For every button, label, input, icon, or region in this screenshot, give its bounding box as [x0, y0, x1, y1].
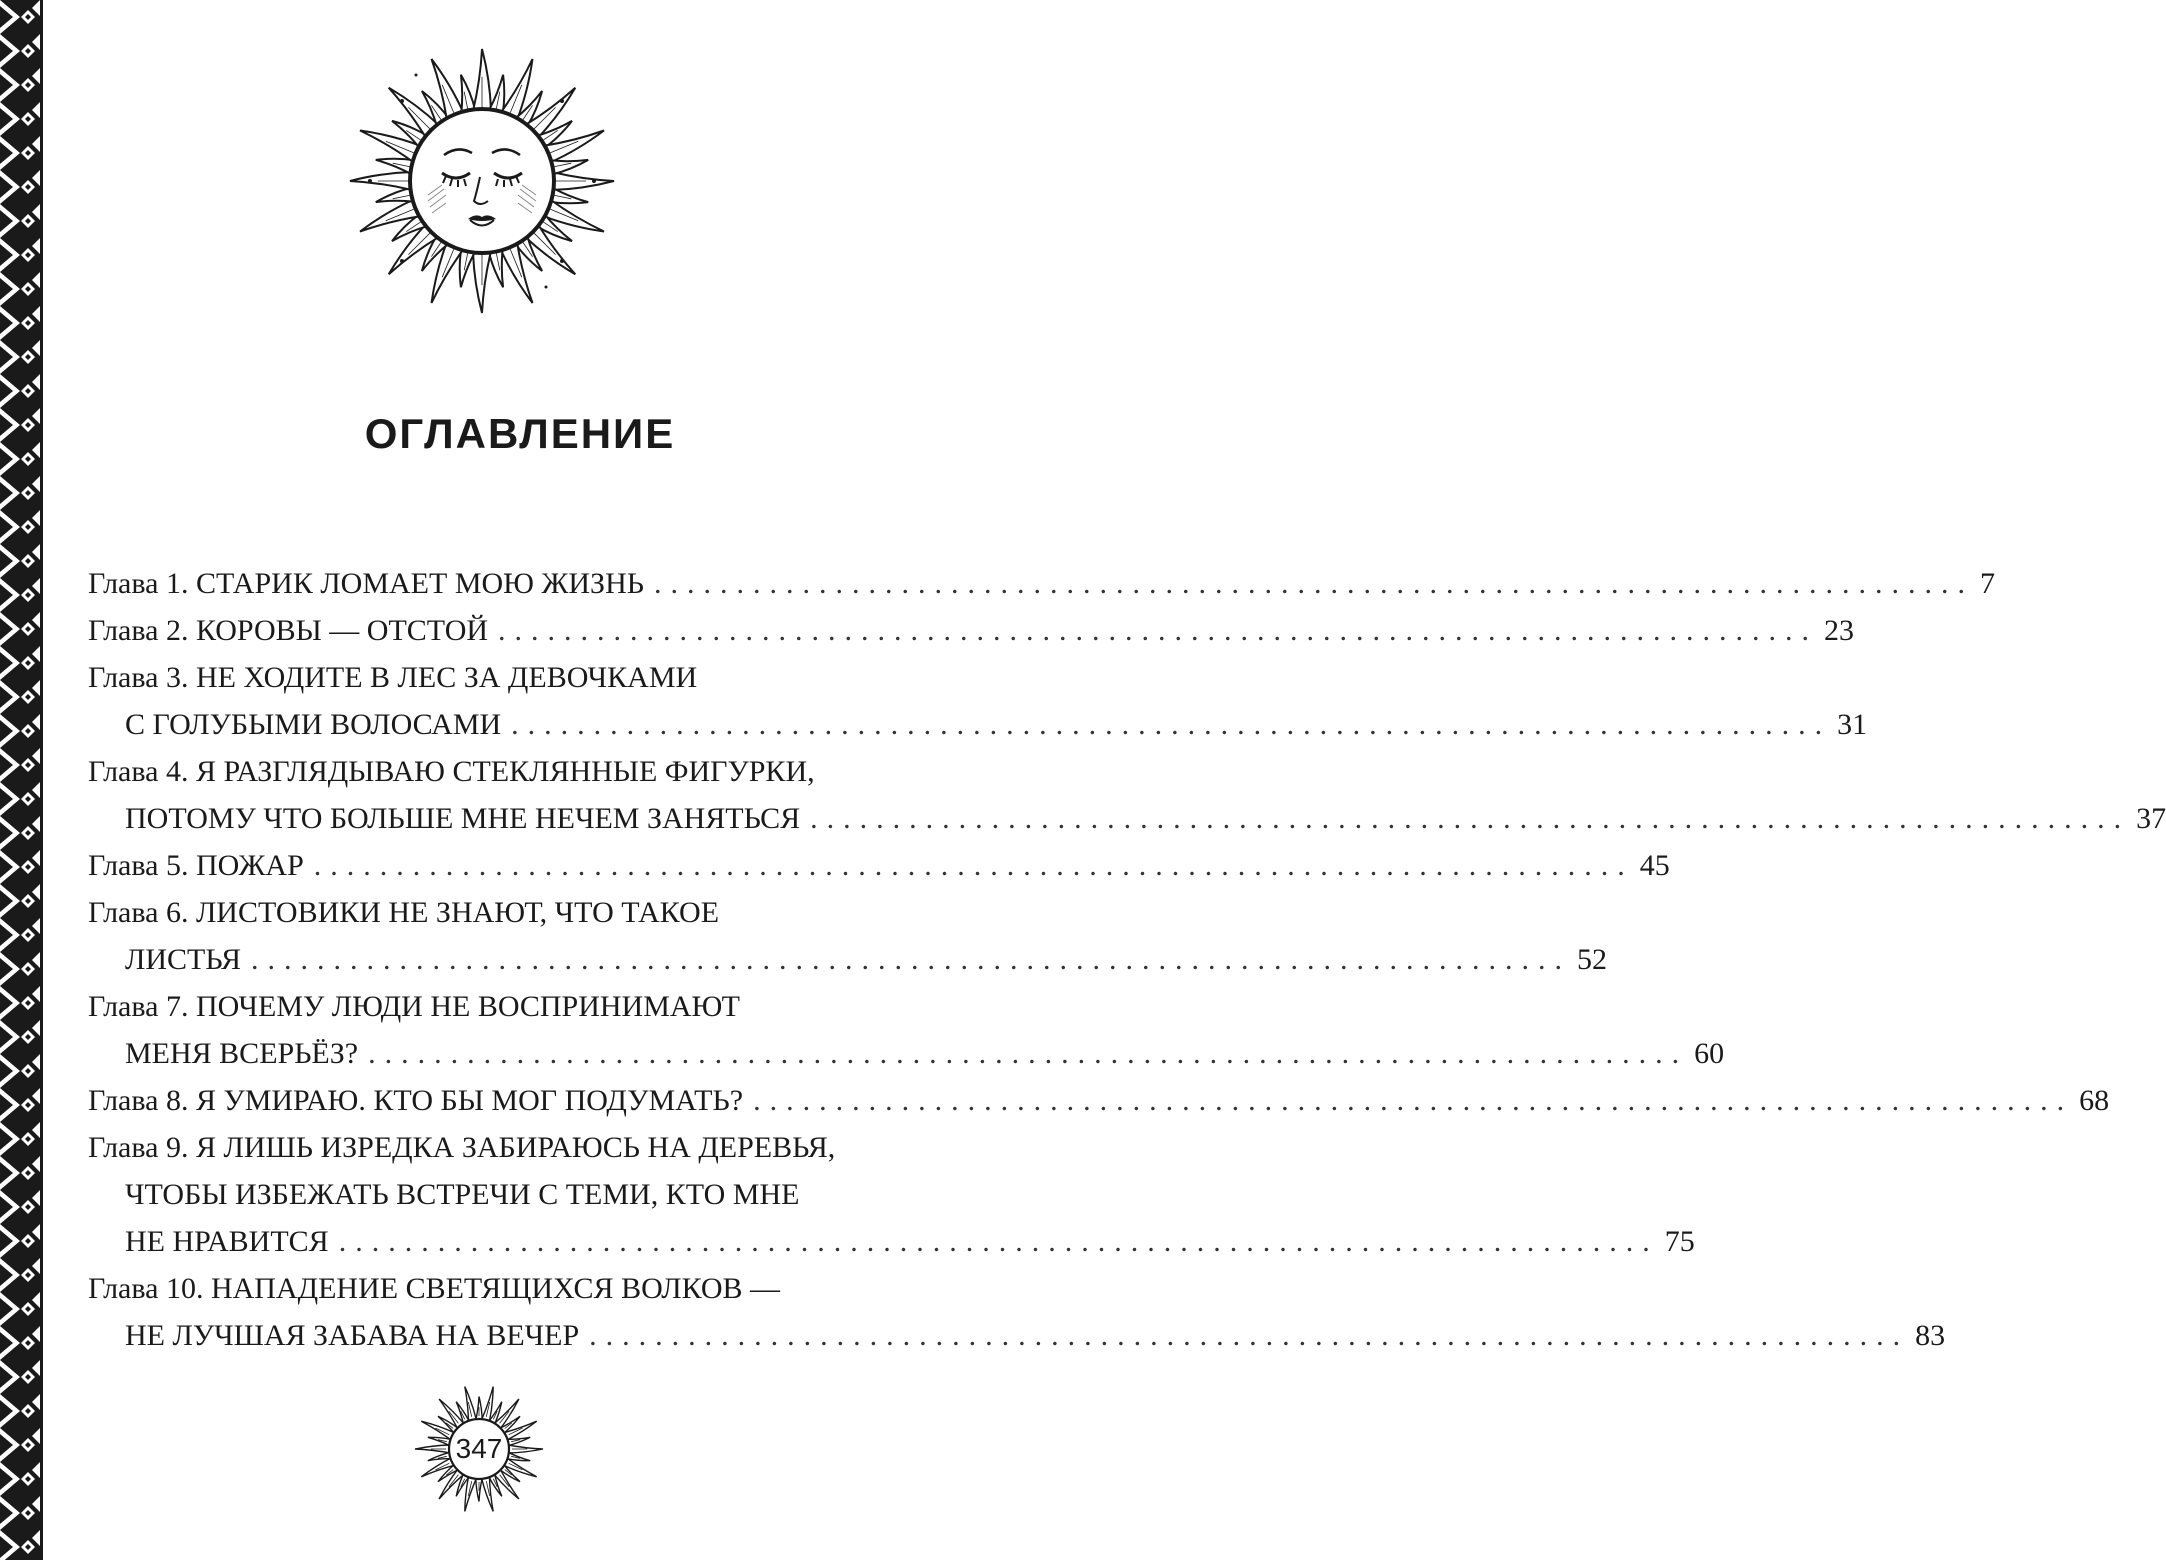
ornament-border: [0, 0, 52, 1560]
toc-entry-title: Глава 3. НЕ ХОДИТЕ В ЛЕС ЗА ДЕВОЧКАМИ: [88, 661, 698, 694]
toc-entry[interactable]: [88, 748, 2166, 842]
dot-leader: ................................................................................: [753, 1084, 2074, 1117]
dot-leader: ................................................................................: [368, 1037, 1689, 1070]
toc-entry-title: Глава 7. ПОЧЕМУ ЛЮДИ НЕ ВОСПРИНИМАЮТ: [88, 990, 740, 1023]
toc-line: [88, 1171, 878, 1218]
dot-leader: ................................................................................: [251, 943, 1571, 976]
toc-entry[interactable]: [88, 560, 1995, 607]
toc-entry[interactable]: [88, 1124, 1695, 1265]
page-number: 347: [455, 1433, 503, 1464]
toc-entry-title: Глава 10. НАПАДЕНИЕ СВЕТЯЩИХСЯ ВОЛКОВ —: [88, 1272, 781, 1305]
toc-entry[interactable]: [88, 1265, 1946, 1359]
toc-line: [88, 1265, 878, 1312]
toc-entry-title: Глава 9. Я ЛИШЬ ИЗРЕДКА ЗАБИРАЮСЬ НА ДЕРЕВЬЯ,: [88, 1131, 836, 1164]
toc-line: [88, 654, 878, 701]
dot-leader: ................................................................................: [511, 708, 1832, 741]
toc-line: [88, 1218, 1695, 1265]
toc-entry-page: 52: [1577, 943, 1607, 976]
toc-entry-title: ЧТОБЫ ИЗБЕЖАТЬ ВСТРЕЧИ С ТЕМИ, КТО МНЕ: [125, 1178, 800, 1211]
dot-leader: ................................................................................: [589, 1319, 1910, 1352]
toc-entry-title: ПОТОМУ ЧТО БОЛЬШЕ МНЕ НЕЧЕМ ЗАНЯТЬСЯ: [125, 802, 801, 835]
page-title: ОГЛАВЛЕНИЕ: [364, 410, 676, 457]
toc-entry-title: Глава 1. СТАРИК ЛОМАЕТ МОЮ ЖИЗНЬ: [88, 567, 644, 600]
toc-entry-page: 23: [1824, 614, 1855, 647]
sun-face-icon: [346, 45, 618, 317]
toc-entry-title: НЕ НРАВИТСЯ: [125, 1225, 329, 1258]
toc-entry[interactable]: [88, 607, 1855, 654]
toc-line: [88, 1030, 1725, 1077]
toc-line: [88, 983, 878, 1030]
toc-entry[interactable]: [88, 654, 1868, 748]
toc-entry[interactable]: [88, 842, 1670, 889]
toc-entry-page: 68: [2079, 1084, 2110, 1117]
toc-entry-page: 45: [1639, 849, 1670, 882]
dot-leader: ................................................................................: [653, 567, 1974, 600]
toc-entry-title: Глава 8. Я УМИРАЮ. КТО БЫ МОГ ПОДУМАТЬ?: [88, 1084, 744, 1117]
toc-entry-title: НЕ ЛУЧШАЯ ЗАБАВА НА ВЕЧЕР: [125, 1319, 580, 1352]
toc-entry-title: Глава 4. Я РАЗГЛЯДЫВАЮ СТЕКЛЯННЫЕ ФИГУРКИ,: [88, 755, 815, 788]
toc-entry-page: 37: [2136, 802, 2166, 835]
toc-line: [88, 936, 1607, 983]
dot-leader: ................................................................................: [313, 849, 1634, 882]
toc-entry-title: С ГОЛУБЫМИ ВОЛОСАМИ: [125, 708, 502, 741]
toc-line: [88, 842, 1670, 889]
toc-entry-page: 7: [1979, 567, 1995, 600]
toc-entry-title: Глава 2. КОРОВЫ — ОТСТОЙ: [88, 614, 489, 647]
toc-line: [88, 795, 2166, 842]
toc-entry-page: 31: [1837, 708, 1868, 741]
toc-line: [88, 560, 1995, 607]
toc-entry-title: Глава 5. ПОЖАР: [88, 849, 304, 882]
table-of-contents: [88, 560, 2166, 1359]
toc-line: [88, 1077, 2110, 1124]
dot-leader: ................................................................................: [338, 1225, 1659, 1258]
toc-line: [88, 889, 878, 936]
toc-entry[interactable]: [88, 889, 1607, 983]
toc-line: [88, 1312, 1946, 1359]
toc-entry[interactable]: [88, 1077, 2110, 1124]
toc-entry-title: ЛИСТЬЯ: [125, 943, 241, 976]
toc-entry-title: Глава 6. ЛИСТОВИКИ НЕ ЗНАЮТ, ЧТО ТАКОЕ: [88, 896, 720, 929]
toc-line: [88, 1124, 878, 1171]
ornament-border-icon: [0, 0, 52, 1560]
toc-line: [88, 701, 1868, 748]
toc-entry-title: МЕНЯ ВСЕРЬЁЗ?: [125, 1037, 359, 1070]
toc-entry-page: 83: [1915, 1319, 1946, 1352]
toc-line: [88, 748, 878, 795]
toc-line: [88, 607, 1855, 654]
toc-entry-page: 75: [1664, 1225, 1695, 1258]
dot-leader: ................................................................................: [498, 614, 1819, 647]
toc-entry[interactable]: [88, 983, 1725, 1077]
dot-leader: ................................................................................: [810, 802, 2131, 835]
toc-entry-page: 60: [1694, 1037, 1725, 1070]
